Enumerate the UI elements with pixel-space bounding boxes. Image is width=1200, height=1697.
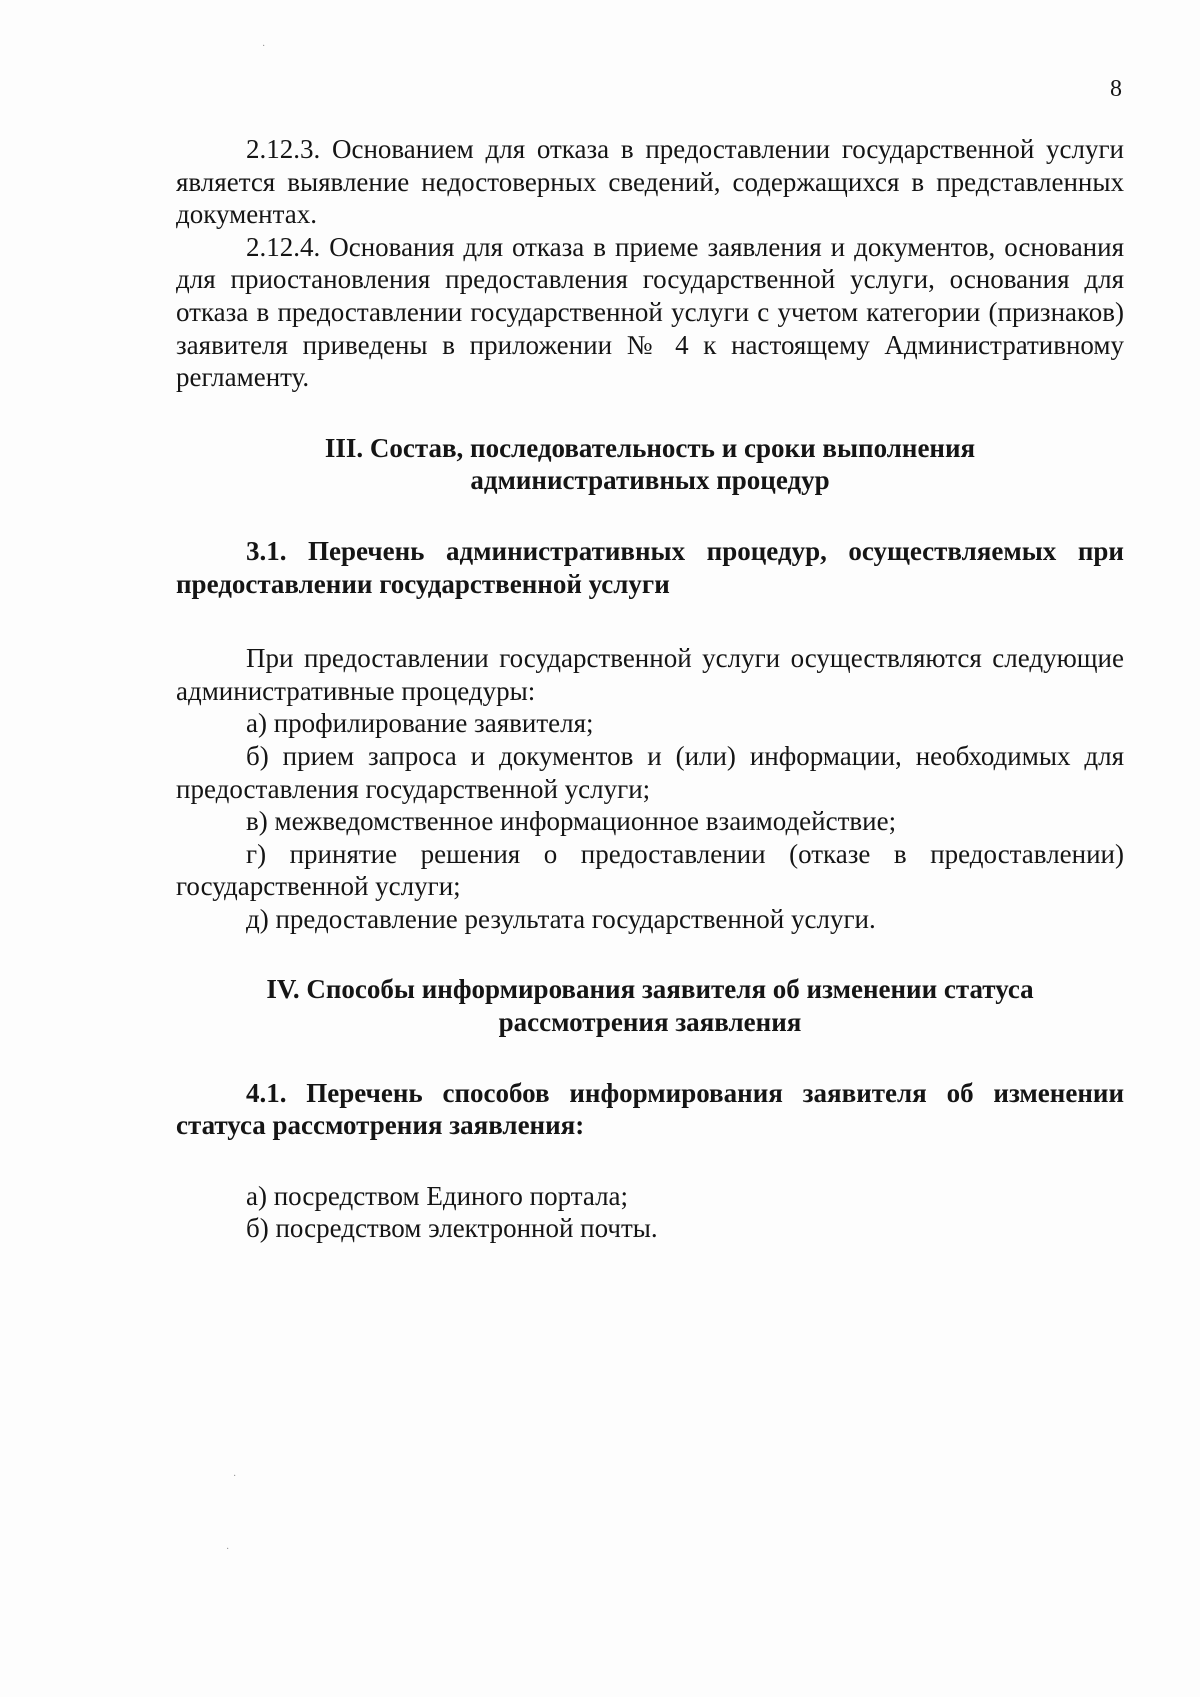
- scan-speck: ·: [233, 1471, 237, 1482]
- list-item: в) межведомственное информационное взаимодействие;: [246, 806, 897, 837]
- scan-speck: ·: [226, 1544, 230, 1555]
- section-4-title-line-2: рассмотрения заявления: [498, 1007, 802, 1038]
- section-4-title: [176, 973, 1124, 1038]
- procedures-list: [176, 707, 1124, 935]
- section-3-title: [176, 432, 1124, 497]
- list-item: б) прием запроса и документов и (или) информации, необходимых для предоставления государственной услуги;: [176, 740, 1124, 804]
- paragraph-2-12-3: 2.12.3. Основанием для отказа в предоставлении государственной услуги является выявление недостоверных сведений, содержащихся в представленных документах.: [176, 134, 1124, 230]
- subsection-4-1-title: 4.1. Перечень способов информирования заявителя об изменении статуса рассмотрения заявления:: [176, 1077, 1124, 1141]
- page-number: 8: [1110, 76, 1122, 102]
- informing-methods-list: [176, 1180, 1124, 1245]
- list-item: б) посредством электронной почты.: [246, 1213, 658, 1244]
- section-4-title-line-1: IV. Способы информирования заявителя об изменении статуса: [266, 974, 1034, 1005]
- paragraph-2-12-4: 2.12.4. Основания для отказа в приеме заявления и документов, основания для приостановления предоставления государственной услуги, основания для отказа в предоставлении государственной услуги с учетом категории (признаков) заявителя приведены в приложении № 4 к настоящему Административному регламенту.: [176, 231, 1124, 393]
- section-3-title-line-1: III. Состав, последовательность и сроки выполнения: [324, 432, 976, 463]
- list-item: а) профилирование заявителя;: [246, 708, 594, 739]
- list-item: д) предоставление результата государственной услуги.: [246, 903, 876, 934]
- subsection-3-1-title: 3.1. Перечень административных процедур, осуществляемых при предоставлении государственной услуги: [176, 535, 1124, 599]
- list-item: а) посредством Единого портала;: [246, 1180, 629, 1211]
- section-3-title-line-2: административных процедур: [470, 465, 830, 496]
- scan-speck: ·: [262, 41, 266, 52]
- list-item: г) принятие решения о предоставлении (отказе в предоставлении) государственной услуги;: [176, 838, 1124, 902]
- section-3-intro: При предоставлении государственной услуги осуществляются следующие административные процедуры:: [176, 643, 1124, 706]
- document-body: [176, 133, 1124, 1245]
